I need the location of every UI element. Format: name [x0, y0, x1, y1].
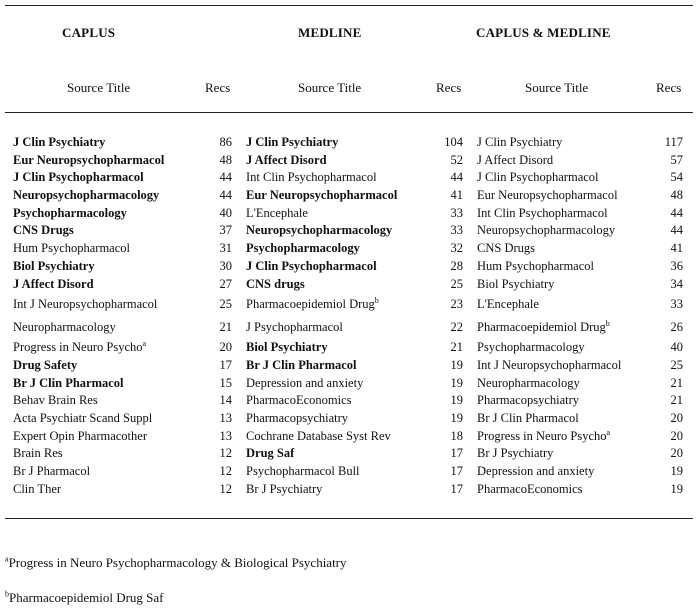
table-row [477, 339, 683, 357]
table-row [246, 293, 463, 316]
source-title [477, 316, 610, 339]
source-title [477, 258, 594, 276]
source-title-text: J Clin Psychopharmacol [13, 170, 144, 185]
footnote-b [5, 590, 164, 606]
source-title-text: Neuropharmacology [13, 320, 116, 335]
source-title [246, 410, 348, 428]
source-title [246, 316, 343, 339]
recs-count: 25 [450, 276, 463, 291]
source-title-text: J Affect Disord [246, 152, 327, 167]
recs-count: 22 [450, 320, 463, 335]
source-title-text: Int Clin Psychopharmacol [246, 170, 377, 185]
recs-count: 19 [450, 410, 463, 425]
source-title [477, 445, 553, 463]
table-row [246, 481, 463, 499]
table-row [246, 316, 463, 339]
source-title [246, 222, 392, 240]
footnote-marker: b [605, 319, 610, 329]
source-title-text: J Clin Psychopharmacol [477, 170, 599, 185]
source-title [13, 152, 164, 170]
source-title-text: Hum Psychopharmacol [477, 258, 594, 273]
source-title [246, 258, 377, 276]
source-title [477, 428, 610, 446]
source-title [246, 481, 322, 499]
source-title-text: Depression and anxiety [246, 375, 364, 390]
source-title [246, 276, 305, 294]
table-row [13, 445, 232, 463]
recs-count: 19 [450, 375, 463, 390]
table-row [13, 240, 232, 258]
table-row [477, 240, 683, 258]
table-row [246, 339, 463, 357]
source-title-text: Br J Clin Pharmacol [246, 357, 357, 372]
recs-count: 15 [219, 375, 232, 390]
source-title-text: Expert Opin Pharmacother [13, 428, 147, 443]
table-row [13, 258, 232, 276]
recs-count: 40 [219, 205, 232, 220]
source-title-text: Drug Safety [13, 357, 78, 372]
recs-count: 32 [450, 241, 463, 256]
source-title [477, 375, 580, 393]
table-row [477, 169, 683, 187]
source-title-text: J Affect Disord [477, 152, 554, 167]
recs-count: 33 [670, 297, 683, 312]
recs-count: 44 [219, 188, 232, 203]
source-title-text: Br J Clin Pharmacol [13, 375, 124, 390]
source-title [13, 316, 116, 339]
table-row [246, 169, 463, 187]
source-title [477, 463, 594, 481]
source-title [477, 205, 608, 223]
recs-count: 27 [219, 276, 232, 291]
recs-count: 41 [670, 241, 683, 256]
recs-count: 25 [219, 297, 232, 312]
table-row [13, 169, 232, 187]
source-title [246, 357, 357, 375]
recs-count: 21 [450, 340, 463, 355]
table-row [477, 222, 683, 240]
source-title-text: Behav Brain Res [13, 393, 98, 408]
header-rule [5, 112, 693, 113]
recs-count: 12 [219, 446, 232, 461]
subheader-source-title-caplus: Source Title [67, 80, 131, 95]
table-row [246, 187, 463, 205]
table-row [477, 205, 683, 223]
table-row [246, 258, 463, 276]
footnote-b-mark: b [5, 589, 9, 599]
source-title-text: CNS drugs [246, 276, 305, 291]
source-title-text: Pharmacopsychiatry [246, 410, 349, 425]
source-title [246, 392, 352, 410]
source-title-text: J Clin Psychiatry [477, 135, 563, 149]
recs-count: 44 [670, 223, 683, 238]
recs-count: 117 [664, 135, 683, 149]
table-row [13, 222, 232, 240]
table-row [246, 428, 463, 446]
source-title [477, 293, 539, 316]
source-title [477, 339, 585, 357]
source-title-text: Pharmacoepidemiol Drug [246, 297, 375, 312]
table-row [477, 357, 683, 375]
source-title-text: Eur Neuropsychopharmacol [13, 152, 165, 167]
recs-count: 31 [219, 241, 232, 256]
source-title-text: Int Clin Psychopharmacol [477, 205, 608, 220]
table-row [13, 187, 232, 205]
recs-count: 19 [670, 481, 683, 496]
source-title [13, 169, 144, 187]
source-title-text: PharmacoEconomics [477, 481, 583, 496]
source-title [13, 258, 95, 276]
source-title-text: J Psychopharmacol [246, 320, 343, 335]
table-row [477, 410, 683, 428]
source-title [246, 375, 363, 393]
footnote-marker: a [606, 427, 611, 437]
table-row [246, 410, 463, 428]
recs-count: 44 [670, 205, 683, 220]
footnote-marker: a [142, 339, 147, 349]
recs-count: 21 [670, 393, 683, 408]
table-row [477, 481, 683, 499]
source-title-text: Depression and anxiety [477, 464, 595, 478]
source-title-text: Psychopharmacology [477, 340, 585, 355]
table-row [477, 134, 683, 152]
source-title [13, 187, 159, 205]
recs-count: 19 [450, 393, 463, 408]
column-medline [246, 134, 463, 498]
table-row [246, 240, 463, 258]
table-row [246, 152, 463, 170]
recs-count: 28 [450, 258, 463, 273]
recs-count: 41 [450, 188, 463, 203]
table-row [246, 375, 463, 393]
source-title [477, 357, 621, 375]
recs-count: 12 [219, 464, 232, 478]
recs-count: 20 [670, 410, 683, 425]
table-row [477, 428, 683, 446]
source-title-text: Br J Psychiatry [477, 446, 554, 461]
source-title [477, 222, 615, 240]
source-title [477, 187, 618, 205]
source-title-text: Biol Psychiatry [477, 276, 555, 291]
table-row [13, 339, 232, 357]
source-title [477, 169, 599, 187]
table-row [477, 276, 683, 294]
recs-count: 104 [444, 135, 463, 149]
source-title [13, 392, 98, 410]
recs-count: 14 [219, 393, 232, 408]
source-title-text: Neuropharmacology [477, 375, 580, 390]
source-title-text: Acta Psychiatr Scand Suppl [13, 410, 153, 425]
recs-count: 36 [670, 258, 683, 273]
table-row [477, 445, 683, 463]
source-title [246, 445, 294, 463]
footnote-a [5, 555, 347, 571]
table-row [246, 276, 463, 294]
table-row [477, 293, 683, 316]
table-row [13, 293, 232, 316]
table-row [13, 463, 232, 481]
table-row [13, 134, 232, 152]
source-title [246, 134, 338, 152]
source-title-text: Eur Neuropsychopharmacol [246, 188, 398, 203]
header-medline: MEDLINE [298, 25, 362, 40]
source-title-text: Progress in Neuro Psycho [13, 340, 143, 355]
source-title [246, 169, 377, 187]
recs-count: 18 [450, 428, 463, 443]
recs-count: 19 [670, 464, 683, 478]
source-title-text: Clin Ther [13, 481, 62, 496]
source-title [477, 240, 535, 258]
source-title [246, 293, 379, 316]
recs-count: 21 [670, 375, 683, 390]
table-row [246, 222, 463, 240]
table-row [13, 428, 232, 446]
recs-count: 26 [670, 320, 683, 335]
source-title [13, 339, 146, 357]
subheader-recs-caplus: Recs [205, 80, 231, 95]
table-row [13, 357, 232, 375]
source-title [246, 152, 327, 170]
source-title-text: Pharmacoepidemiol Drug [477, 320, 606, 335]
column-caplus [13, 134, 232, 498]
source-title [246, 463, 360, 481]
source-title [477, 392, 579, 410]
recs-count: 86 [219, 135, 232, 149]
recs-count: 34 [670, 276, 683, 291]
source-title [13, 293, 157, 316]
source-title [477, 134, 562, 152]
source-title-text: Int J Neuropsychopharmacol [477, 357, 622, 372]
recs-count: 17 [450, 446, 463, 461]
source-title [13, 205, 127, 223]
recs-count: 13 [219, 428, 232, 443]
table-row [477, 152, 683, 170]
source-title-text: Psychopharmacology [13, 205, 127, 220]
recs-count: 17 [219, 357, 232, 372]
source-title [13, 428, 147, 446]
source-title [246, 240, 360, 258]
table-row [13, 410, 232, 428]
source-title-text: Psychopharmacology [246, 241, 360, 256]
recs-count: 17 [450, 481, 463, 496]
recs-count: 12 [219, 481, 232, 496]
table-row [477, 187, 683, 205]
source-title-text: CNS Drugs [477, 241, 535, 256]
source-title-text: Neuropsychopharmacology [13, 188, 160, 203]
source-title [477, 152, 553, 170]
source-title-text: Pharmacopsychiatry [477, 393, 580, 408]
source-title-text: Biol Psychiatry [13, 258, 95, 273]
source-title-text: Br J Clin Pharmacol [477, 410, 579, 425]
source-title [477, 481, 583, 499]
source-title [13, 445, 63, 463]
table-row [13, 481, 232, 499]
source-title [477, 410, 579, 428]
source-title-text: Psychopharmacol Bull [246, 464, 360, 478]
source-title-text: Br J Pharmacol [13, 464, 91, 478]
table-row [477, 463, 683, 481]
table-row [13, 152, 232, 170]
table-row [246, 463, 463, 481]
recs-count: 20 [670, 446, 683, 461]
recs-count: 20 [670, 428, 683, 443]
recs-count: 13 [219, 410, 232, 425]
source-title [246, 187, 397, 205]
source-title-text: Int J Neuropsychopharmacol [13, 297, 158, 312]
table-row [13, 316, 232, 339]
recs-count: 48 [670, 188, 683, 203]
source-title [246, 339, 328, 357]
source-title [246, 205, 308, 223]
source-title-text: J Clin Psychopharmacol [246, 258, 377, 273]
table-row [246, 445, 463, 463]
source-title-text: Biol Psychiatry [246, 340, 328, 355]
source-title-text: J Affect Disord [13, 276, 94, 291]
table-row [13, 205, 232, 223]
source-title-text: J Clin Psychiatry [246, 135, 339, 149]
table-row [246, 205, 463, 223]
source-title-text: J Clin Psychiatry [13, 135, 106, 149]
source-title [13, 222, 74, 240]
recs-count: 33 [450, 223, 463, 238]
source-title-text: Br J Psychiatry [246, 481, 323, 496]
table-row [246, 134, 463, 152]
recs-count: 17 [450, 464, 463, 478]
recs-count: 19 [450, 357, 463, 372]
header-caplus: CAPLUS [62, 25, 116, 40]
source-title [13, 463, 90, 481]
source-title [13, 481, 61, 499]
subheader-source-title-medline: Source Title [298, 80, 362, 95]
source-title [246, 428, 391, 446]
subheader-recs-medline: Recs [436, 80, 462, 95]
table-row [477, 375, 683, 393]
source-title-text: PharmacoEconomics [246, 393, 352, 408]
source-title-text: Drug Saf [246, 446, 295, 461]
source-title [13, 375, 124, 393]
recs-count: 25 [670, 357, 683, 372]
recs-count: 44 [219, 170, 232, 185]
footnote-b-text: Pharmacoepidemiol Drug Saf [9, 590, 164, 605]
source-title [13, 410, 152, 428]
footnote-marker: b [374, 296, 379, 306]
recs-count: 30 [219, 258, 232, 273]
footnote-a-mark: a [5, 554, 9, 564]
subheader-recs-both: Recs [656, 80, 682, 95]
source-title [13, 240, 130, 258]
source-title-text: CNS Drugs [13, 223, 74, 238]
table-row [246, 357, 463, 375]
column-caplus-medline [477, 134, 683, 498]
recs-count: 54 [670, 170, 683, 185]
recs-count: 33 [450, 205, 463, 220]
recs-count: 37 [219, 223, 232, 238]
table-row [13, 375, 232, 393]
source-title [13, 276, 94, 294]
table-row [246, 392, 463, 410]
footnote-a-text: Progress in Neuro Psychopharmacology & Biological Psychiatry [8, 555, 347, 570]
source-title-text: Neuropsychopharmacology [246, 223, 393, 238]
table-row [13, 276, 232, 294]
recs-count: 40 [670, 340, 683, 355]
subheader-source-title-both: Source Title [525, 80, 589, 95]
source-title-text: Brain Res [13, 446, 63, 461]
source-title [13, 357, 77, 375]
recs-count: 44 [450, 170, 463, 185]
source-title-text: Progress in Neuro Psycho [477, 428, 607, 443]
top-rule [5, 5, 693, 6]
source-title-text: Cochrane Database Syst Rev [246, 428, 391, 443]
recs-count: 52 [450, 152, 463, 167]
recs-count: 48 [219, 152, 232, 167]
table-row [477, 258, 683, 276]
table-row [13, 392, 232, 410]
bottom-rule [5, 518, 693, 519]
recs-count: 21 [219, 320, 232, 335]
header-caplus-medline: CAPLUS & MEDLINE [476, 25, 611, 40]
source-title-text: L'Encephale [246, 205, 308, 220]
recs-count: 23 [450, 297, 463, 312]
recs-count: 57 [670, 152, 683, 167]
source-title-text: L'Encephale [477, 297, 539, 312]
source-title [13, 134, 105, 152]
source-title [477, 276, 554, 294]
source-title-text: Hum Psychopharmacol [13, 241, 130, 256]
table-row [477, 316, 683, 339]
recs-count: 20 [219, 340, 232, 355]
source-title-text: Neuropsychopharmacology [477, 223, 616, 238]
table-row [477, 392, 683, 410]
source-title-text: Eur Neuropsychopharmacol [477, 188, 618, 203]
